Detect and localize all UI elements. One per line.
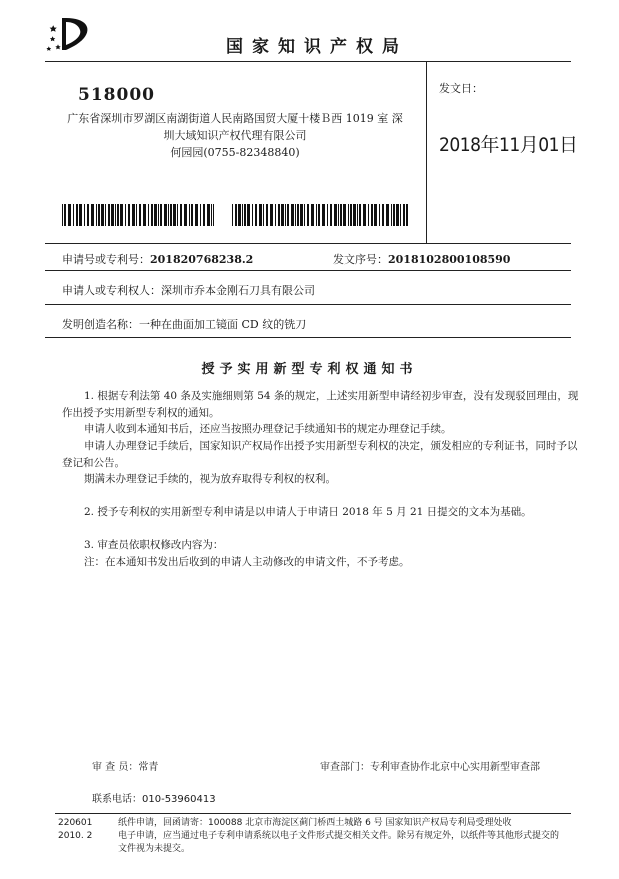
- application-no-row: [62, 251, 253, 267]
- paragraph: 期满未办理登记手续的，视为放弃取得专利权的权利。: [84, 473, 336, 485]
- address-rule: [45, 243, 571, 244]
- paragraph: 1. 根据专利法第 40 条及实施细则第 54 条的规定，上述实用新型申请经初步审查，没有发现驳回理由，现作出授予实用新型专利权的通知。: [62, 390, 579, 419]
- address-line: 圳大域知识产权代理有限公司: [163, 129, 307, 142]
- contact-phone: [92, 790, 216, 805]
- issue-date-label: 发文日：: [439, 82, 483, 95]
- recipient-address: [62, 110, 408, 161]
- paragraph: 2. 授予专利权的实用新型专利申请是以申请人于申请日 2018 年 5 月 21 日提交的文本为基础。: [84, 506, 532, 518]
- form-code: 220601: [58, 818, 93, 828]
- invention-label: 发明创造名称：: [62, 318, 139, 331]
- serial-row: [333, 251, 510, 267]
- barcode-right: [232, 204, 408, 226]
- phone-number: 010-53960413: [142, 794, 216, 805]
- header-rule: [45, 61, 571, 62]
- address-line: 广东省深圳市罗湖区南湖街道人民南路国贸大厦十楼Ｂ西 1019 室 深: [67, 112, 403, 125]
- footer-notes: [118, 817, 578, 856]
- date-divider: [426, 61, 427, 244]
- examiner-name: 常青: [138, 762, 159, 773]
- invention-name: 一种在曲面加工镜面 CD 纹的铣刀: [139, 318, 307, 331]
- paragraph: 注：在本通知书发出后收到的申请人主动修改的申请文件，不予考虑。: [84, 556, 410, 568]
- address-line: 何园园(0755-82348840): [170, 146, 300, 159]
- phone-label: 联系电话：: [92, 794, 142, 805]
- examiner: [92, 758, 158, 773]
- invention-row: [62, 316, 306, 332]
- footer-rule: [55, 813, 571, 814]
- row-rule: [45, 337, 571, 338]
- applicant-row: [62, 282, 315, 298]
- notice-title: 授予实用新型专利权通知书: [201, 362, 418, 377]
- examiner-label: 审 查 员：: [92, 762, 139, 773]
- row-rule: [45, 270, 571, 271]
- paragraph: 申请人收到本通知书后，还应当按照办理登记手续通知书的规定办理登记手续。: [84, 423, 452, 435]
- applicant-label: 申请人或专利权人：: [62, 284, 161, 297]
- footer-line: 纸件申请，回函请寄：100088 北京市海淀区蓟门桥西土城路 6 号 国家知识产权局专利局受理处收: [118, 818, 512, 828]
- form-date: 2010. 2: [58, 831, 93, 841]
- serial-label: 发文序号：: [333, 253, 388, 266]
- agency-name: 国家知识产权局: [226, 37, 408, 57]
- serial-no: 2018102800108590: [388, 253, 511, 266]
- application-no-label: 申请号或专利号：: [62, 253, 150, 266]
- cnipa-logo: [40, 12, 96, 56]
- row-rule: [45, 304, 571, 305]
- applicant-name: 深圳市乔本金刚石刀具有限公司: [161, 284, 315, 297]
- department: [320, 758, 540, 773]
- department-label: 审查部门：: [320, 762, 370, 773]
- issue-date: 2018年11月01日: [439, 134, 578, 156]
- postcode: 518000: [78, 85, 155, 105]
- barcode-left: [62, 204, 214, 226]
- paragraph: 3. 审查员依职权修改内容为：: [84, 539, 224, 551]
- department-name: 专利审查协作北京中心实用新型审查部: [370, 762, 540, 773]
- footer-line: 电子申请，应当通过电子专利申请系统以电子文件形式提交相关文件。除另有规定外，以纸件等其他形式提交的: [118, 831, 560, 841]
- footer-line: 文件视为未提交。: [118, 844, 191, 854]
- application-no: 201820768238.2: [150, 253, 254, 266]
- paragraph: 申请人办理登记手续后，国家知识产权局作出授予实用新型专利权的决定，颁发相应的专利证书，同时予以登记和公告。: [62, 440, 578, 469]
